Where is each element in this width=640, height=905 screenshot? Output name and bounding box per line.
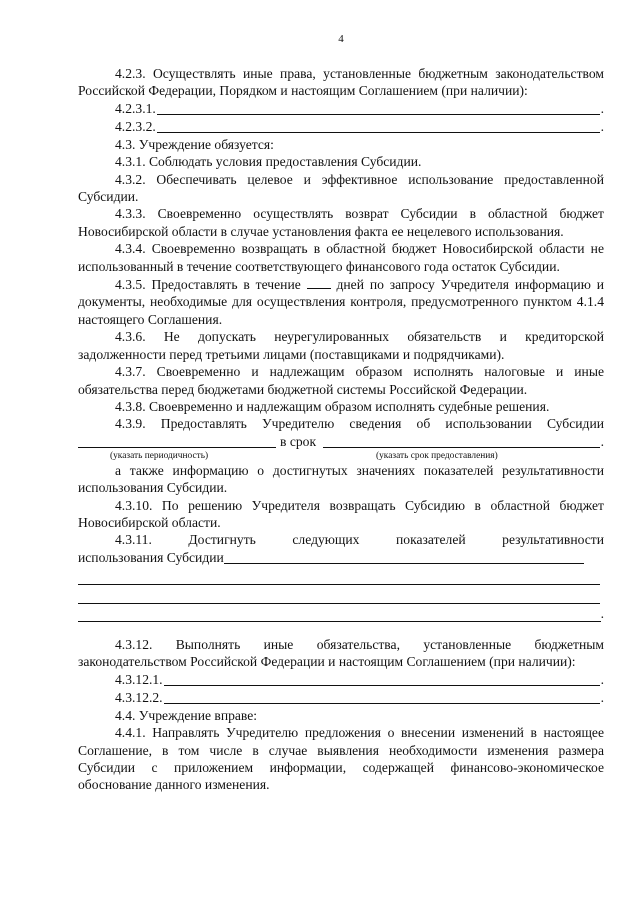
clause-4-4: 4.4. Учреждение вправе: bbox=[115, 707, 258, 723]
clause-4-3-11-blank bbox=[78, 549, 604, 567]
line-end-dot: . bbox=[600, 119, 604, 135]
line-end-dot: . bbox=[600, 101, 604, 117]
clause-4-3-1: 4.3.1. Соблюдать условия предоставления Субсидии. bbox=[115, 154, 422, 170]
blank-line bbox=[157, 100, 600, 115]
clause-4-3-8: 4.3.8. Своевременно и надлежащим образом исполнять судебные решения. bbox=[115, 398, 550, 414]
clause-4-3-2: 4.3.2. Обеспечивать целевое и эффективное использование предоставленной Субсидии. bbox=[78, 171, 604, 205]
clause-4-3-3: 4.3.3. Своевременно осуществлять возврат Субсидии в областной бюджет Новосибирской области в случае установления факта ее нецелевого использования. bbox=[78, 206, 604, 239]
clause-4-3-9: 4.3.9. Предоставлять Учредителю сведения об использовании Субсидии bbox=[115, 416, 604, 432]
clause-4-3-12-2-number: 4.3.12.2. bbox=[115, 690, 163, 706]
indicators-blank bbox=[224, 549, 584, 564]
indicators-line-3 bbox=[78, 588, 600, 604]
blank-line bbox=[164, 689, 600, 704]
clause-4-3: 4.3. Учреждение обязуется: bbox=[115, 136, 274, 152]
clause-4-4-1: 4.4.1. Направлять Учредителю предложения о внесении изменений в настоящее Соглашение, в том числе в случае выявления необходимости изменения размера Субсидии с приложением информации, содержащей финансово-экономическое обоснование данного изменения. bbox=[78, 725, 604, 793]
blank-hints bbox=[78, 451, 604, 462]
hint-deadline: (указать срок предоставления) bbox=[376, 450, 498, 461]
clause-4-3-12-2 bbox=[78, 689, 604, 707]
line-end-dot: . bbox=[600, 605, 604, 621]
clause-4-2-3-1 bbox=[78, 100, 604, 118]
line-end-dot: . bbox=[600, 434, 604, 450]
clause-4-3-12-1 bbox=[78, 671, 604, 689]
page-number: 4 bbox=[338, 33, 344, 45]
clause-4-3-9-continuation: а также информацию о достигнутых значениях показателей результативности использования Субсидии. bbox=[78, 462, 604, 496]
clause-4-3-11: 4.3.11. Достигнуть следующих показателей результативности bbox=[115, 532, 604, 548]
periodicity-blank bbox=[78, 433, 276, 448]
clause-4-3-5-start: 4.3.5. Предоставлять в течение bbox=[115, 277, 301, 293]
hint-periodicity: (указать периодичность) bbox=[110, 450, 209, 461]
deadline-label: в срок bbox=[280, 434, 317, 450]
clause-4-2-3-2-number: 4.2.3.2. bbox=[115, 119, 156, 135]
line-end-dot: . bbox=[600, 672, 604, 688]
spacer bbox=[78, 622, 604, 636]
clause-4-3-6: 4.3.6. Не допускать неурегулированных обязательств и кредиторской задолженности перед третьими лицами (поставщиками и подрядчиками). bbox=[78, 329, 604, 362]
clause-4-3-9-blanks bbox=[78, 433, 604, 451]
clause-4-3-5 bbox=[78, 275, 604, 328]
document-page bbox=[78, 33, 604, 794]
blank-line bbox=[157, 118, 600, 133]
indicators-line-4 bbox=[78, 604, 604, 622]
clause-4-3-10: 4.3.10. По решению Учредителя возвращать Субсидию в областной бюджет Новосибирской области. bbox=[78, 497, 604, 530]
days-blank bbox=[307, 275, 331, 289]
clause-4-2-3: 4.2.3. Осуществлять иные права, установленные бюджетным законодательством Российской Федерации, Порядком и настоящим Соглашением (при наличии): bbox=[78, 66, 604, 99]
blank-line bbox=[78, 606, 601, 622]
clause-4-2-3-1-number: 4.2.3.1. bbox=[115, 101, 156, 117]
indicators-line-2 bbox=[78, 569, 600, 585]
clause-4-2-3-2 bbox=[78, 118, 604, 136]
clause-4-3-12-1-number: 4.3.12.1. bbox=[115, 672, 163, 688]
clause-4-3-12: 4.3.12. Выполнять иные обязательства, установленные бюджетным законодательством Российской Федерации и настоящим Соглашением (при наличии): bbox=[78, 636, 604, 670]
clause-4-3-4: 4.3.4. Своевременно возвращать в областной бюджет Новосибирской области не использованный в течение соответствующего финансового года остаток Субсидии. bbox=[78, 241, 604, 274]
line-end-dot: . bbox=[600, 690, 604, 706]
clause-4-3-7: 4.3.7. Своевременно и надлежащим образом исполнять налоговые и иные обязательства перед бюджетами бюджетной системы Российской Федерации. bbox=[78, 364, 604, 397]
blank-line bbox=[164, 671, 600, 686]
deadline-blank bbox=[323, 433, 600, 448]
clause-4-3-11-end: использования Субсидии bbox=[78, 550, 224, 566]
clause-4-3-5-end: дней по запросу Учредителя информацию и документы, необходимые для осуществления контроля, предусмотренного пунктом 4.1.4 настоящего Соглашения. bbox=[78, 277, 604, 327]
